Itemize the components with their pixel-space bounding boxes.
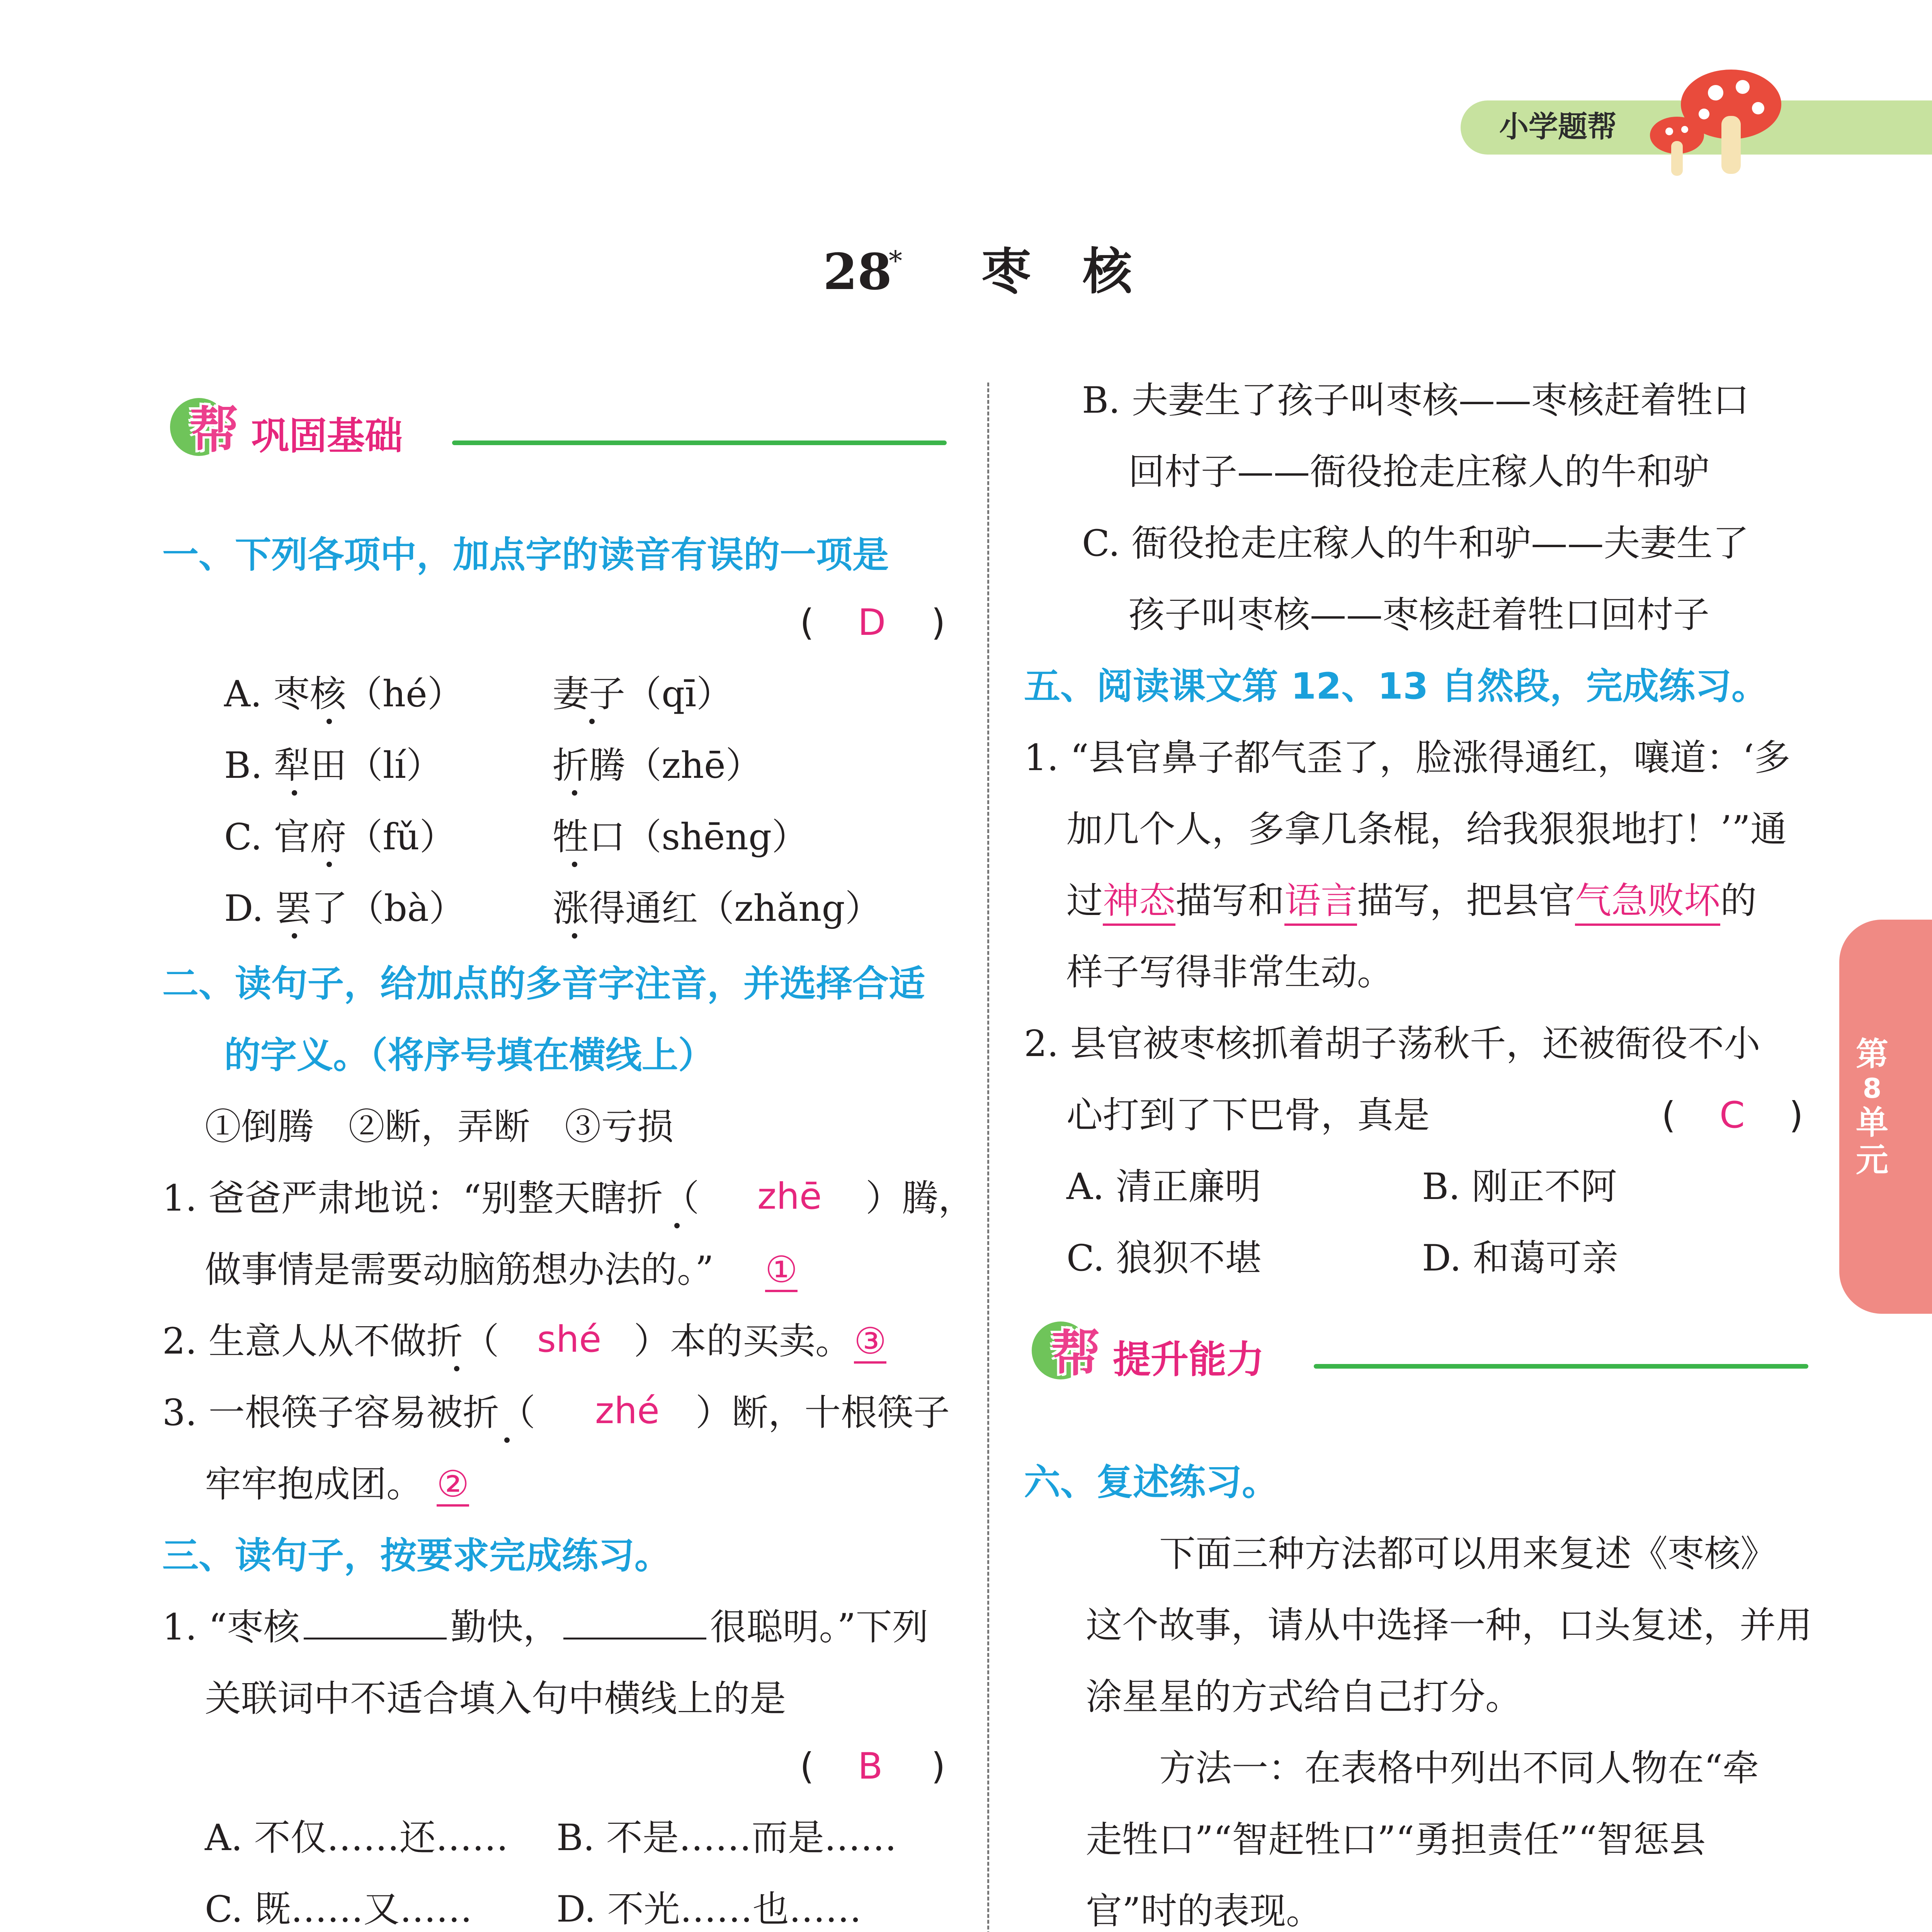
emphasis-dot (292, 933, 297, 939)
option: C. 狼狈不堪 (1066, 1237, 1262, 1279)
option: A. 清正廉明 (1066, 1166, 1261, 1208)
paragraph-line: 这个故事，请从中选择一种，口头复述，并用 (1086, 1604, 1813, 1646)
answer-paren: ) (1789, 1094, 1803, 1136)
answer-paren: ( (800, 602, 814, 644)
option: D. 不光……也…… (556, 1888, 862, 1930)
option: B. 不是……而是…… (556, 1817, 897, 1859)
emphasis-dot (504, 1437, 510, 1443)
answer-paren: ) (931, 602, 946, 644)
option: 牲口（shēng） (553, 816, 808, 858)
option: 涨得通红（zhǎng） (553, 888, 881, 930)
emphasis-dot (327, 862, 332, 867)
option: A. 不仅……还…… (205, 1817, 509, 1859)
fill-answer: 气急败坏 (1575, 880, 1720, 926)
question-title: 二、读句子，给加点的多音字注音，并选择合适 (162, 963, 925, 1005)
option: 折腾（zhē） (553, 745, 762, 787)
sentence: 加几个人，多拿几条棍，给我狠狠地打！’”通 (1066, 808, 1787, 850)
option: B. 犁田（lí） (224, 745, 442, 787)
emphasis-dot (327, 719, 332, 724)
question-title: 一、下列各项中，加点字的读音有误的一项是 (162, 534, 889, 576)
option: 孩子叫枣核——枣核赶着牲口回村子 (1128, 594, 1710, 636)
unit-tab-label: 第 8 单 元 (1855, 1035, 1888, 1179)
blank-line (563, 1611, 706, 1639)
emphasis-dot (292, 790, 297, 796)
sentence: 做事情是需要动脑筋想办法的。” (205, 1249, 714, 1291)
question-title: 的字义。（将序号填在横线上） (224, 1034, 715, 1077)
paragraph-line: 下面三种方法都可以用来复述《枣核》 (1159, 1533, 1777, 1575)
sentence: 关联词中不适合填入句中横线上的是 (205, 1678, 786, 1720)
sentence: 1. “县官鼻子都气歪了，脸涨得通红，嚷道：‘多 (1024, 737, 1791, 779)
pinyin-answer: zhē (757, 1175, 822, 1218)
sentence: 3. 一根筷子容易被折（ (162, 1392, 536, 1434)
blank-line (304, 1611, 447, 1639)
section-badge: 帮 (189, 401, 239, 459)
option: B. 刚正不阿 (1422, 1166, 1617, 1208)
option: C. 衙役抢走庄稼人的牛和驴——夫妻生了 (1082, 522, 1749, 565)
lesson-number: 28 (823, 243, 892, 301)
meanings: ①倒腾 ②断，弄断 ③亏损 (205, 1106, 674, 1148)
section-bar (1314, 1364, 1808, 1369)
paragraph-line: 方法一：在表格中列出不同人物在“牵 (1159, 1747, 1759, 1789)
question-title: 五、阅读课文第 12、13 自然段，完成练习。 (1024, 665, 1768, 707)
emphasis-dot (572, 790, 577, 796)
emphasis-dot (572, 933, 577, 939)
emphasis-dot (589, 719, 595, 724)
question-title: 三、读句子，按要求完成练习。 (162, 1535, 671, 1577)
emphasis-dot (674, 1223, 680, 1228)
emphasis-dot (572, 862, 577, 867)
option: B. 夫妻生了孩子叫枣核——枣核赶着牲口 (1082, 379, 1749, 422)
pinyin-answer: shé (537, 1318, 602, 1361)
sentence: ）腾， (866, 1177, 975, 1219)
column-divider (987, 383, 989, 1932)
option: D. 罢了（bà） (224, 888, 465, 930)
emphasis-dot (454, 1366, 459, 1371)
section-badge: 帮 (1051, 1325, 1101, 1383)
answer: D (858, 602, 886, 644)
section-label: 巩固基础 (251, 414, 403, 458)
option: C. 官府（fǔ） (224, 816, 456, 858)
meaning-answer: ① (765, 1252, 798, 1292)
sentence: 1. 爸爸严肃地说：“别整天瞎折（ (162, 1177, 699, 1219)
meaning-answer: ② (437, 1466, 469, 1507)
sentence: ）断，十根筷子 (696, 1392, 950, 1434)
section-bar (452, 440, 947, 445)
option: 回村子——衙役抢走庄稼人的牛和驴 (1128, 451, 1710, 493)
answer: B (858, 1745, 883, 1787)
answer-paren: ( (1662, 1094, 1676, 1136)
sentence: 2. 生意人从不做折（ (162, 1320, 499, 1362)
sentence: 样子写得非常生动。 (1066, 951, 1394, 993)
sentence: ）本的买卖。 (634, 1320, 852, 1362)
answer: C (1719, 1094, 1745, 1136)
sentence: 心打到了下巴骨，真是 (1066, 1094, 1430, 1136)
fill-answer: 语言 (1284, 880, 1357, 926)
sentence: 2. 县官被枣核抓着胡子荡秋千，还被衙役不小 (1024, 1023, 1760, 1065)
meaning-answer: ③ (854, 1323, 886, 1364)
section-label: 提升能力 (1113, 1338, 1265, 1382)
paragraph-line: 涂星星的方式给自己打分。 (1086, 1676, 1522, 1718)
sentence: 1. “枣核 勤快， 很聪明。”下列 (162, 1606, 929, 1648)
sentence: 过神态描写和语言描写，把县官气急败坏的 (1066, 883, 1757, 919)
sentence: 牢牢抱成团。 (205, 1463, 423, 1505)
question-title: 六、复述练习。 (1024, 1461, 1279, 1503)
header-brand: 小学题帮 (1499, 109, 1617, 144)
option: A. 枣核（hé） (224, 673, 464, 715)
option: C. 既……又…… (205, 1888, 473, 1930)
fill-answer: 神态 (1103, 880, 1175, 926)
mushroom-icon (1642, 58, 1789, 182)
option: 妻子（qī） (553, 673, 733, 715)
lesson-title: 枣 核 (981, 243, 1132, 301)
paragraph-line: 走牲口”“智赶牲口”“勇担责任”“智惩县 (1086, 1819, 1706, 1861)
answer-paren: ( (800, 1745, 814, 1787)
pinyin-answer: zhé (595, 1390, 660, 1432)
paragraph-line: 官”时的表现。 (1086, 1890, 1323, 1932)
answer-paren: ) (931, 1745, 946, 1787)
lesson-star: * (889, 245, 902, 277)
option: D. 和蔼可亲 (1422, 1237, 1618, 1279)
